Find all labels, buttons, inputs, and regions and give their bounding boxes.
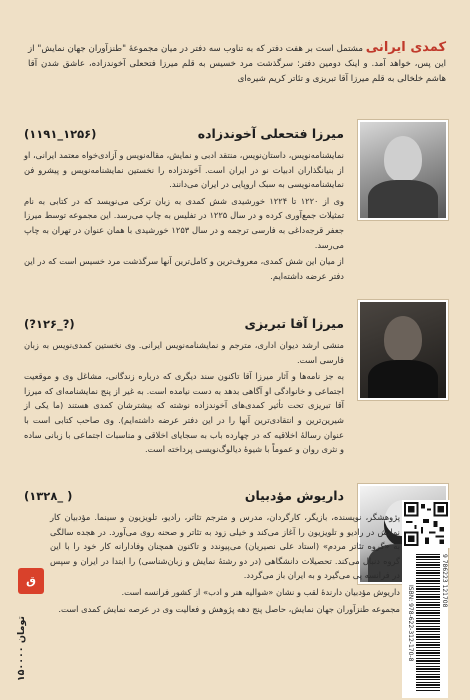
publisher-logo: ق [18,568,44,594]
series-intro-text: مشتمل است بر هفت دفتر که به تناوب سه دفتر در میان مجموعهٔ "طنزآوران جهان نمایش" از این پس، خواهد آمد. و اینک دومین دفتر: سرگذشت مرد خسیس به قلم میرزا فتحعلی آخوندزاده، عاشق شدن آقا هاشم خلخالی به قلم میرزا آقا تبریزی و تئاتر کریم شیره‌ای [28,44,446,84]
series-intro [28,40,446,87]
series-brand: کمدی ایرانی [365,40,447,55]
bio-paragraph: پژوهشگر، نویسنده، بازیگر، کارگردان، مدرس و مترجم تئاتر، رادیو، تلویزیون و سینما. مؤدبیان کار نمایش در رادیو و تلویزیون را آغاز می‌کند و خیلی زود به تئاتر و صحنه روی می‌آورد. در هجده سالگی به «گروه تئاتر مردم» (استاد علی نصیریان) می‌پیوندد و تاکنون همچنان وفادارانه کار خود را با این گروه دنبال می‌کند. تحصیلات دانشگاهی (در دو رشتهٔ نمایش و زبان‌شناسی) را ابتدا در ایران و سپس در فرانسه پی می‌گیرد و به ایران باز می‌گردد. [50,512,400,581]
author-heading [24,488,344,503]
isbn-text: ISBN: 978-622-312-170-8 [407,584,414,662]
price-label: ۱۵۰۰۰۰ تومان [16,616,27,682]
author-name: میرزا فتحعلی آخوندزاده [197,126,344,141]
author-bio [24,148,344,285]
bio-paragraph: به جز نامه‌ها و آثار میرزا آقا تاکنون سند دیگری که درباره زندگانی، مشاغل وی و موقعیت اجتماعی و خانوادگی او آگاهی بدهد به دست نیامده است. به غیر از پنج نمایشنامه‌ای که میرزا آقا تبریزی تحت تأثیر کمدی‌های آخوندزاده نوشته که بیشترشان کمدی هستند (ما یکی از شیرین‌ترین و انتقادی‌ترین آنها را در این دفتر عرضه داشته‌ایم). وی صاحب کتابی است با عنوان رسالهٔ اخلاقیه که در چهارده باب به سجایای اخلاقی و مناسبات اجتماعی با زبانی ساده و نثری روان و عموماً با شیوهٔ دیالوگ‌نویسی پرداخته است. [24,371,344,455]
barcode-bars [416,554,440,692]
bio-paragraph: وی از ۱۲۲۰ تا ۱۲۲۴ خورشیدی شش کمدی به زبان ترکی می‌نویسد که در کتابی به نام تمثیلات جمع‌آوری کرده و در سال ۱۲۲۵ در تفلیس به چاپ می‌رسد. این مجموعه توسط میرزا جعفر قرجه‌داغی به فارسی ترجمه و در سال ۱۲۵۳ خورشیدی با همان عنوان در تهران به چاپ می‌رسد. [24,195,345,250]
bio-paragraph: مجموعه طنزآوران جهان نمایش، حاصل پنج دهه پژوهش و فعالیت وی در عرصه نمایش کمدی است. [58,603,400,614]
author-dates: (?۱۲۶_?) [24,317,75,331]
author-bio [50,510,400,618]
author-name: میرزا آقا تبریزی [244,316,344,331]
qr-code-icon [402,500,450,548]
author-dates: (۱۱۹۱_۱۲۵۶) [24,127,97,141]
bio-paragraph: از میان این شش کمدی، معروف‌ترین و کامل‌ترین آنها سرگذشت مرد خسیس است که در این دفتر عرضه داشته‌ایم. [24,256,344,281]
author-bio [24,338,344,459]
bio-paragraph: نمایشنامه‌نویس، داستان‌نویس، منتقد ادبی و نمایش، مقاله‌نویس و آزادی‌خواه معتمد ایرانی، او از بنیانگذاران ادبیات نو در ایران است. آخوندزاده را نخستین نمایشنامه‌نویس و پیشرو فن نمایشنامه‌نویسی به سبک اروپایی در ایران می‌دانند. [24,150,344,190]
author-photo-akhundzadeh [358,120,448,220]
bio-paragraph: داریوش مؤدبیان دارندهٔ لقب و نشان «شوالیه هنر و ادب» از کشور فرانسه است. [121,586,400,597]
author-heading [24,126,344,141]
author-photo-tabrizi [358,300,448,400]
bio-paragraph: منشی ارشد دیوان اداری، مترجم و نمایشنامه‌نویس ایرانی. وی نخستین کمدی‌نویس به زبان فارسی است. [24,340,344,365]
barcode-digits: 9 786223 121708 [441,554,448,608]
isbn-barcode [402,548,448,698]
author-dates: (۱۳۲۸_ ) [24,489,73,503]
author-heading [24,316,344,331]
author-name: داریوش مؤدبیان [244,488,344,503]
